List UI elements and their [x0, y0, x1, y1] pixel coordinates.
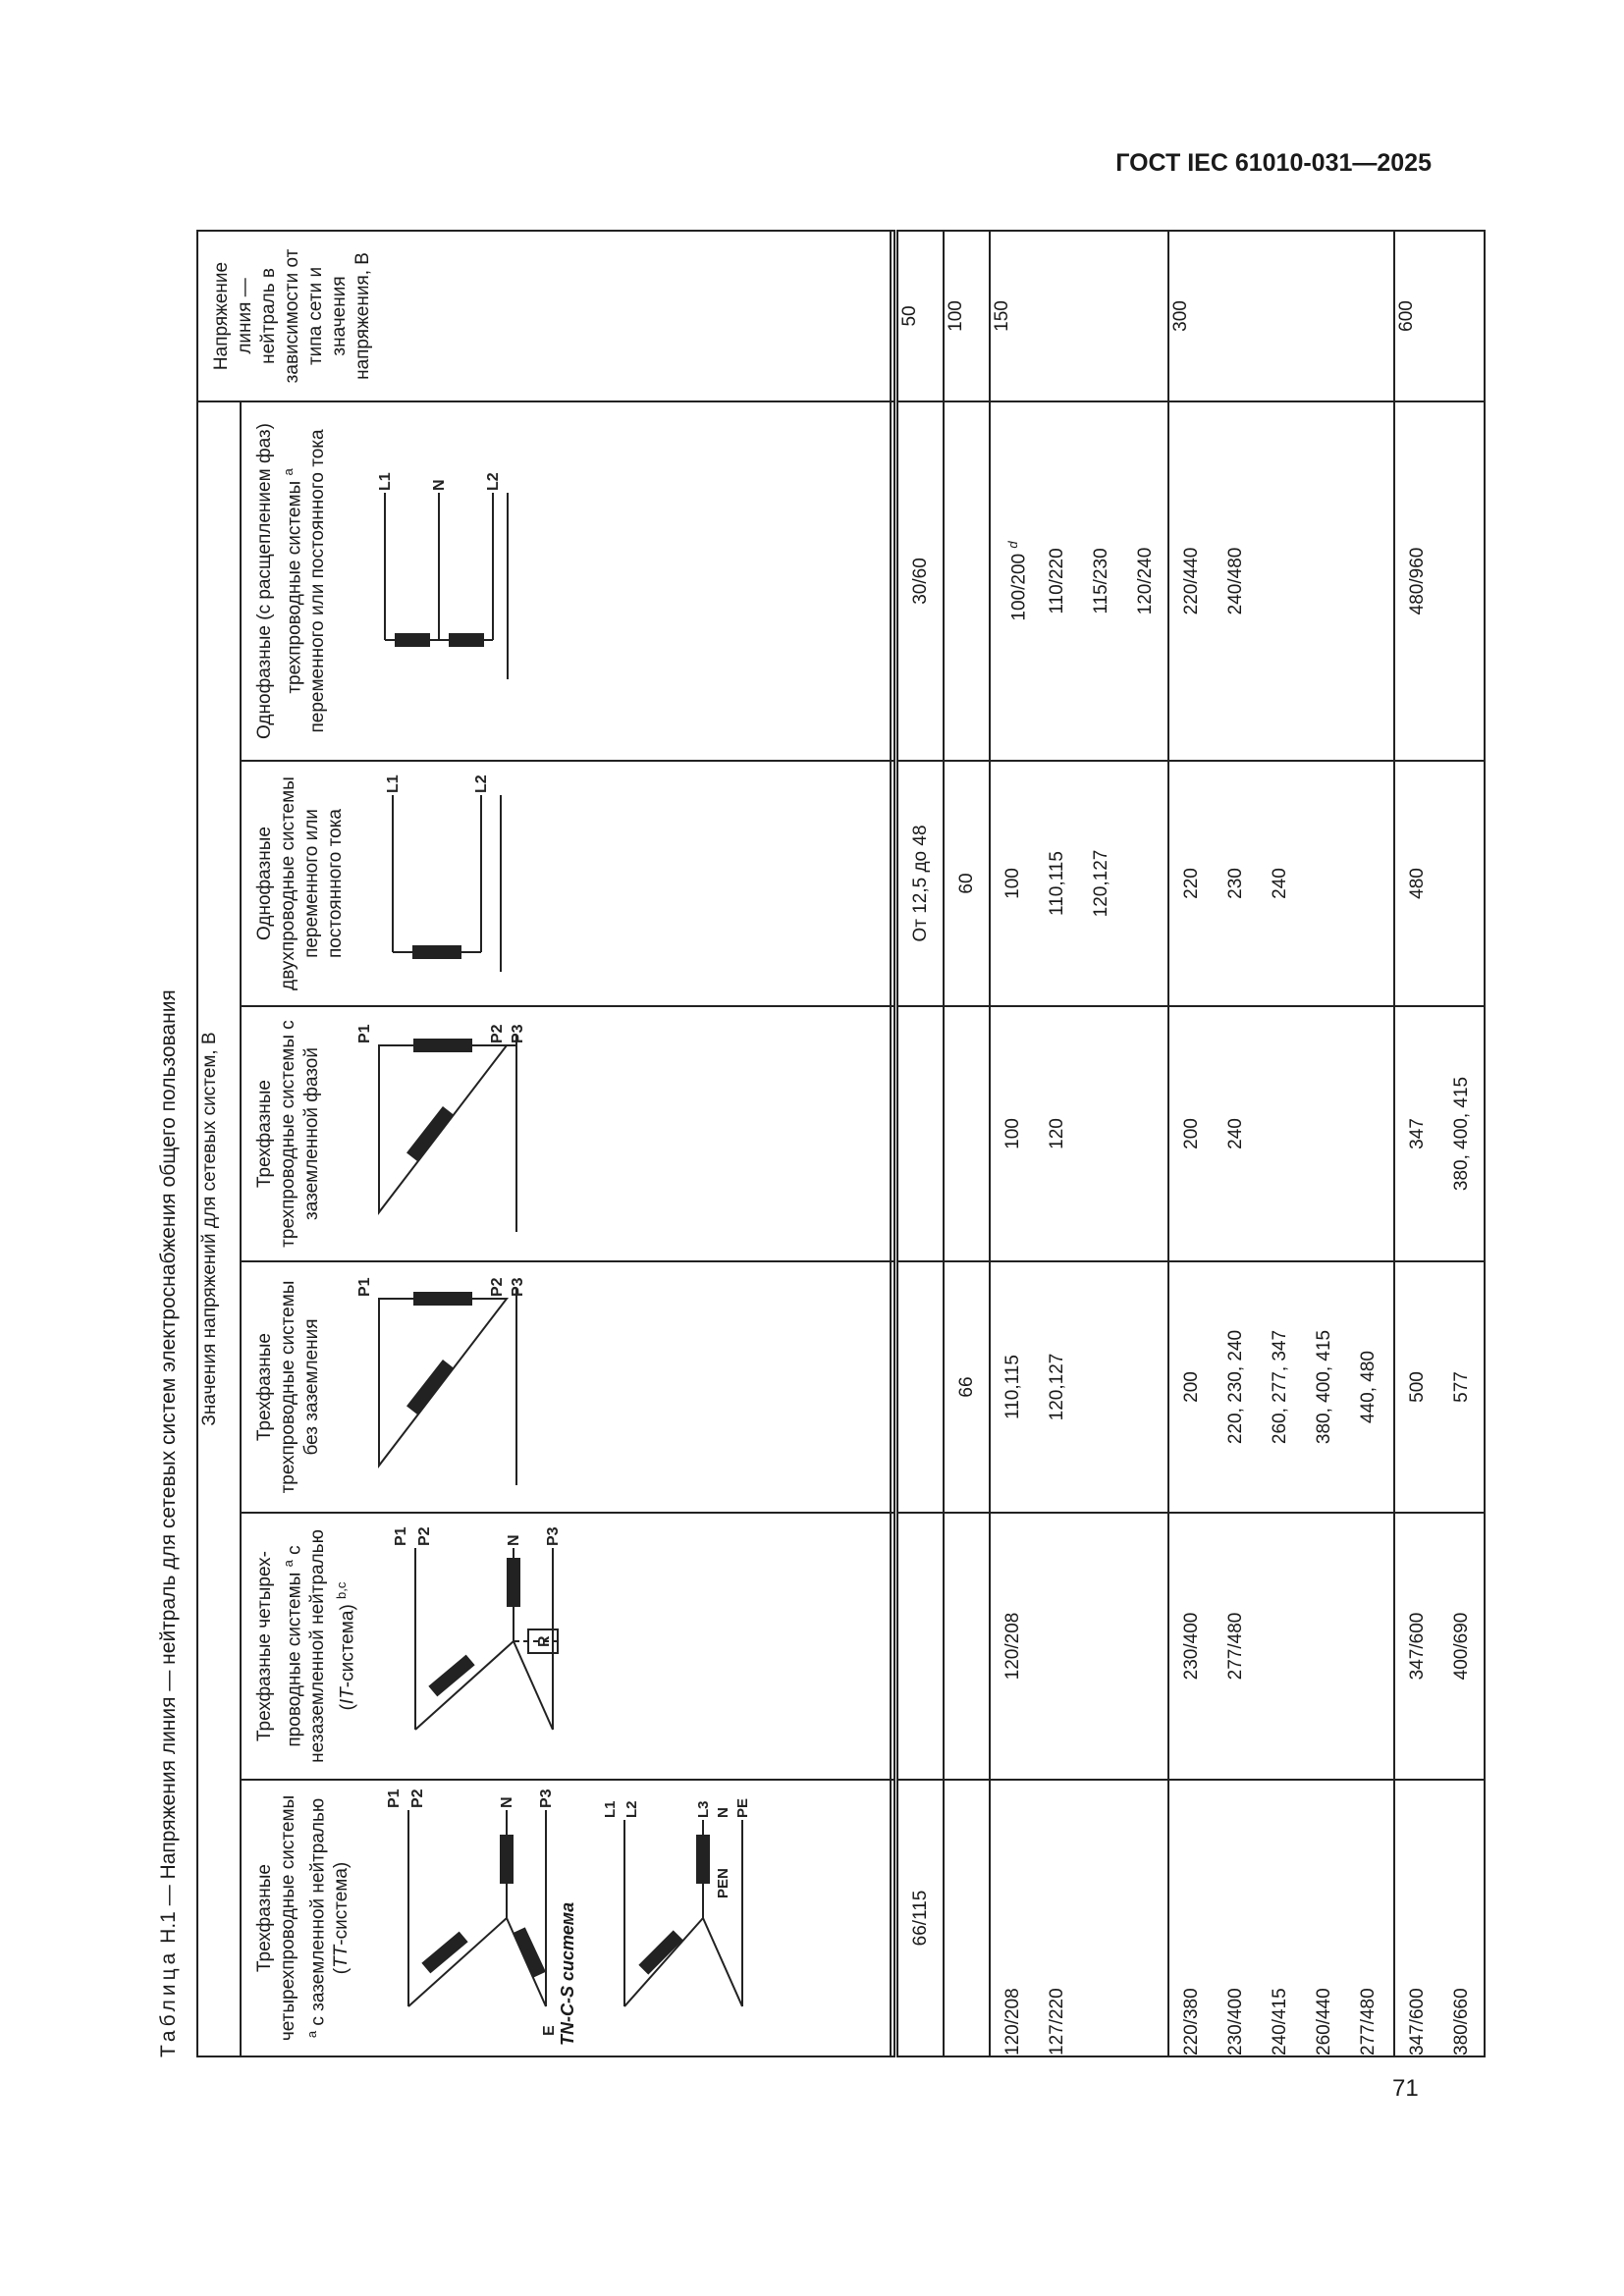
label-p3-g: P3 [510, 1024, 526, 1043]
label-p3-it: P3 [544, 1526, 562, 1546]
table-row: 120/208 127/220 120/208 110,115 120,127 100 120 100 110,115 120,127 100/200 $^d$ 110/220 115/230 120/240 150 [990, 231, 1168, 2056]
label-p3-d: P3 [510, 1277, 526, 1297]
page-number: 71 [1392, 2075, 1419, 2102]
delta-ungrounded-diagram [330, 1269, 526, 1505]
col-header-it: Трехфазные четырех-проводные системы $^a$ с незаземленной нейтралью (IT-система) $^{b,c}$ P1 P2 N P3 R [241, 1513, 891, 1780]
label-p1-g: P1 [356, 1024, 373, 1043]
table-row: 66/115 От 12,5 до 48 30/60 50 [896, 231, 945, 2056]
tncs-label: TN-C-S система [558, 1901, 578, 2046]
label-l1-sp: L1 [377, 472, 395, 491]
label-r-it: R [535, 1635, 553, 1647]
rotated-table-block [157, 232, 1472, 2057]
label-l2-sp: L2 [485, 472, 503, 491]
label-p2-d: P2 [489, 1277, 506, 1297]
group-header: Значения напряжений для сетевых систем, В [197, 401, 241, 2056]
label-l1-2w: L1 [385, 774, 402, 793]
label-p2: P2 [409, 1789, 427, 1808]
col-header-ungrounded: Трехфазные трехпроводные системы без заземления P1 P2 P3 [241, 1261, 891, 1513]
tt-system-diagram [359, 1789, 559, 2046]
voltage-table [196, 230, 1486, 2057]
caption-prefix: Таблица [157, 1949, 180, 2057]
label-p1-d: P1 [356, 1277, 373, 1297]
col-header-split-phase: Однофазные (с расщеплением фаз) трехпроводные системы $^a$ переменного или постоянного тока L1 N L2 [241, 401, 891, 761]
label-n2: N [715, 1807, 732, 1818]
delta-grounded-diagram [330, 1016, 526, 1252]
standard-title: ГОСТ IEC 61010-031—2025 [1115, 149, 1432, 177]
label-p2-it: P2 [415, 1526, 433, 1546]
label-n-it: N [505, 1534, 522, 1546]
label-e: E [541, 2025, 559, 2036]
label-p2-g: P2 [489, 1024, 506, 1043]
table-row: 220/380 230/400 240/415 260/440 277/480 230/400 277/480 200 220, 230, 240 260, 277, 347 380, 400, 415 440, 480 200 240 220 230 240 220/440 240/480 300 [1168, 231, 1394, 2056]
caption-text: Н.1 — Напряжения линия — нейтраль для сетевых систем электроснабжения общего пользования [157, 989, 180, 1944]
label-p3: P3 [538, 1789, 556, 1808]
label-p1-it: P1 [392, 1526, 409, 1546]
label-l1: L1 [602, 1800, 620, 1818]
label-l2-2w: L2 [473, 774, 490, 793]
table-caption [157, 989, 181, 2057]
col-header-grounded-phase: Трехфазные трехпроводные системы с заземленной фазой P1 P2 P3 [241, 1006, 891, 1261]
table-row: 347/600 380/660 347/600 400/690 500 577 347 380, 400, 415 480 480/960 600 [1394, 231, 1485, 2056]
two-wire-diagram [353, 775, 511, 991]
col-header-single-two-wire: Однофазные двухпроводные системы переменного или постоянного тока L1 L2 [241, 761, 891, 1006]
tncs-system-diagram [585, 1790, 752, 2046]
label-p1: P1 [386, 1789, 404, 1808]
label-l3: L3 [695, 1800, 713, 1818]
split-phase-diagram [336, 463, 522, 699]
label-n-sp: N [431, 479, 449, 491]
label-l2: L2 [623, 1800, 641, 1818]
label-pe: PE [734, 1797, 752, 1818]
col-header-tt: Трехфазные четырехпроводные системы $^a$ с заземленной нейтралью (TT-система) P1 P2 N P3 E TN-C-S система L1 L2 L3 N PE PEN [241, 1780, 891, 2056]
table-row: 66 60 100 [944, 231, 990, 2056]
label-n: N [499, 1796, 516, 1808]
it-system-diagram [366, 1523, 572, 1769]
label-pen: PEN [715, 1868, 732, 1898]
last-column-header: Напряжение линия — нейтраль в зависимости от типа сети и значения напряжения, В [197, 231, 891, 401]
